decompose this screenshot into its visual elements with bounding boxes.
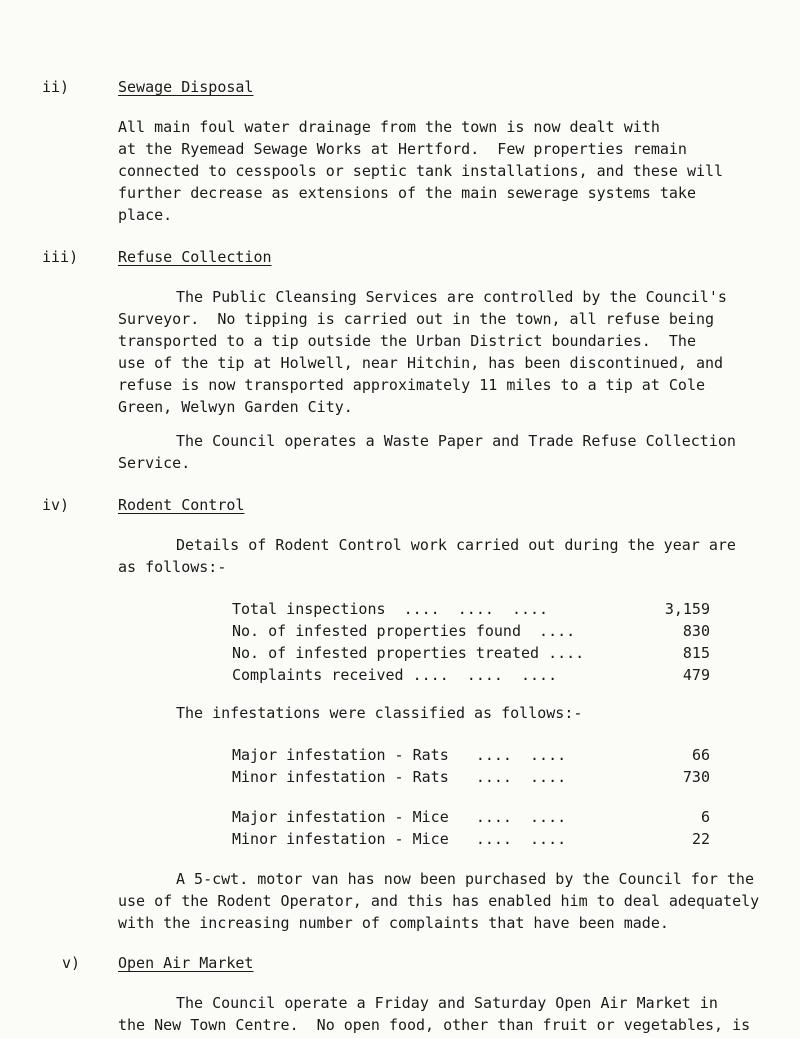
section-numeral: ii) xyxy=(42,78,70,96)
body-text-line: Green, Welwyn Garden City. xyxy=(118,398,353,416)
body-text-line: use of the tip at Holwell, near Hitchin, has been discontinued, and xyxy=(118,354,724,372)
body-text-line: All main foul water drainage from the town is now dealt with xyxy=(118,118,660,136)
stat-label: Total inspections .... .... .... xyxy=(232,600,549,618)
body-text-line: as follows:- xyxy=(118,558,227,576)
body-text-line: the New Town Centre. No open food, other than fruit or vegetables, is xyxy=(118,1016,751,1034)
stat-label: No. of infested properties found .... xyxy=(232,622,576,640)
stat-value: 6 xyxy=(700,808,710,826)
body-text-line: use of the Rodent Operator, and this has enabled him to deal adequately xyxy=(118,892,760,910)
body-text-line: connected to cesspools or septic tank installations, and these will xyxy=(118,162,724,180)
body-text-line: The Public Cleansing Services are controlled by the Council's xyxy=(176,288,727,306)
section-numeral: v) xyxy=(62,954,81,972)
body-text-line: place. xyxy=(118,206,173,224)
body-text-line: at the Ryemead Sewage Works at Hertford. Few properties remain xyxy=(118,140,687,158)
section-numeral: iii) xyxy=(42,248,79,266)
stat-label: Complaints received .... .... .... xyxy=(232,666,558,684)
section-numeral: iv) xyxy=(42,496,70,514)
stat-label: Minor infestation - Mice .... .... xyxy=(232,830,567,848)
stat-label: No. of infested properties treated .... xyxy=(232,644,585,662)
section-heading: Sewage Disposal xyxy=(118,78,254,96)
stat-value: 3,159 xyxy=(664,600,710,618)
section-heading: Refuse Collection xyxy=(118,248,272,266)
stat-value: 730 xyxy=(682,768,710,786)
body-text-line: transported to a tip outside the Urban District boundaries. The xyxy=(118,332,696,350)
section-heading: Open Air Market xyxy=(118,954,254,972)
stat-label: Major infestation - Rats .... .... xyxy=(232,746,567,764)
body-text-line: refuse is now transported approximately 11 miles to a tip at Cole xyxy=(118,376,705,394)
stat-value: 22 xyxy=(691,830,710,848)
section-heading: Rodent Control xyxy=(118,496,245,514)
stat-value: 830 xyxy=(682,622,710,640)
body-text-line: The Council operates a Waste Paper and Trade Refuse Collection xyxy=(176,432,736,450)
stat-label: Minor infestation - Rats .... .... xyxy=(232,768,567,786)
stat-value: 66 xyxy=(691,746,710,764)
body-text-line: with the increasing number of complaints that have been made. xyxy=(118,914,669,932)
body-text-line: The infestations were classified as follows:- xyxy=(176,704,583,722)
body-text-line: Surveyor. No tipping is carried out in the town, all refuse being xyxy=(118,310,715,328)
stat-value: 479 xyxy=(682,666,710,684)
body-text-line: Service. xyxy=(118,454,191,472)
body-text-line: The Council operate a Friday and Saturday Open Air Market in xyxy=(176,994,718,1012)
body-text-line: A 5-cwt. motor van has now been purchased by the Council for the xyxy=(176,870,754,888)
body-text-line: further decrease as extensions of the main sewerage systems take xyxy=(118,184,696,202)
stat-label: Major infestation - Mice .... .... xyxy=(232,808,567,826)
stat-value: 815 xyxy=(682,644,710,662)
body-text-line: Details of Rodent Control work carried out during the year are xyxy=(176,536,736,554)
